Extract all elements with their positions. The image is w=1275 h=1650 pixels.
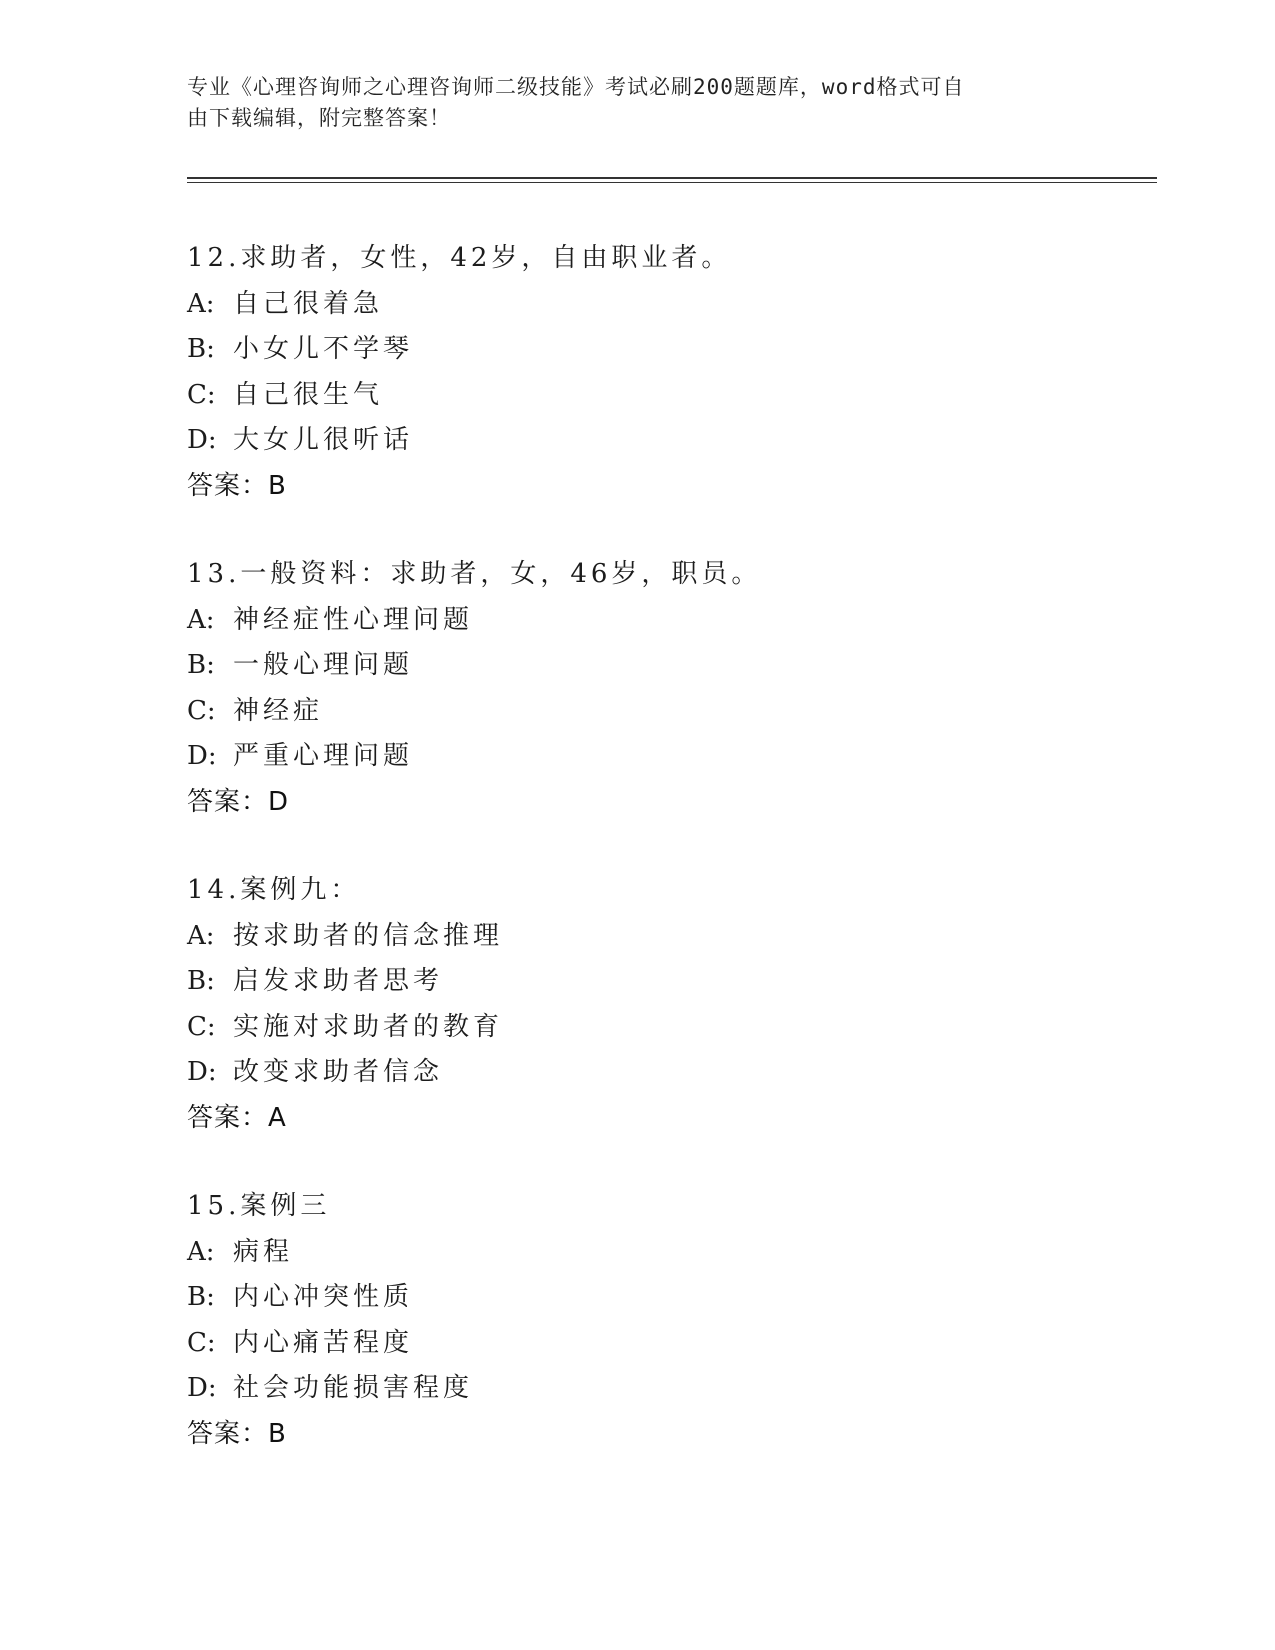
option-b <box>187 643 1137 689</box>
header-divider-top <box>187 177 1157 179</box>
option-text: 按求助者的信念推理 <box>233 920 504 951</box>
question-stem: 14.案例九： <box>187 875 361 905</box>
option-letter: D: <box>187 1057 217 1087</box>
document-header <box>187 72 1067 134</box>
option-a <box>187 282 1137 328</box>
option-letter: A: <box>187 604 215 635</box>
option-letter: A: <box>187 288 215 319</box>
option-text: 启发求助者思考 <box>233 966 444 996</box>
option-text: 社会功能损害程度 <box>233 1373 474 1403</box>
question-stem: 12.求助者，女性，42岁，自由职业者。 <box>187 243 732 273</box>
question-12 <box>187 236 1137 509</box>
option-letter: B: <box>187 650 215 680</box>
option-letter: C: <box>187 695 216 726</box>
option-text: 神经症性心理问题 <box>233 604 474 635</box>
option-a <box>187 1230 1137 1276</box>
option-text: 严重心理问题 <box>233 741 414 771</box>
option-c <box>187 373 1137 419</box>
option-letter: A: <box>187 920 215 951</box>
option-text: 神经症 <box>233 695 324 726</box>
option-b <box>187 1275 1137 1321</box>
answer-line: 答案：A <box>187 1102 287 1133</box>
header-line-2: 由下载编辑，附完整答案！ <box>187 106 451 130</box>
option-letter: B: <box>187 966 215 996</box>
option-text: 大女儿很听话 <box>233 425 414 455</box>
option-text: 病程 <box>233 1236 294 1267</box>
option-c <box>187 689 1137 735</box>
question-stem: 15.案例三 <box>187 1191 331 1221</box>
answer-line: 答案：B <box>187 1418 287 1449</box>
option-d <box>187 418 1137 464</box>
option-text: 一般心理问题 <box>233 650 414 680</box>
option-text: 改变求助者信念 <box>233 1057 444 1087</box>
option-c <box>187 1005 1137 1051</box>
option-d <box>187 734 1137 780</box>
option-text: 内心冲突性质 <box>233 1282 414 1312</box>
option-letter: C: <box>187 1327 216 1358</box>
answer-line: 答案：B <box>187 470 287 501</box>
answer-line: 答案：D <box>187 786 290 817</box>
option-letter: B: <box>187 334 215 364</box>
option-b <box>187 959 1137 1005</box>
header-divider-bottom <box>187 182 1157 183</box>
option-d <box>187 1050 1137 1096</box>
option-letter: B: <box>187 1282 215 1312</box>
option-letter: D: <box>187 1373 217 1403</box>
question-list <box>187 236 1137 1500</box>
question-stem: 13.一般资料：求助者，女，46岁，职员。 <box>187 559 762 589</box>
option-d <box>187 1366 1137 1412</box>
option-a <box>187 914 1137 960</box>
option-text: 小女儿不学琴 <box>233 334 414 364</box>
option-text: 自己很生气 <box>233 379 384 410</box>
option-letter: D: <box>187 741 217 771</box>
option-letter: D: <box>187 425 217 455</box>
option-b <box>187 327 1137 373</box>
option-letter: A: <box>187 1236 215 1267</box>
option-c <box>187 1321 1137 1367</box>
option-letter: C: <box>187 1011 216 1042</box>
option-text: 自己很着急 <box>233 288 384 319</box>
header-line-1: 专业《心理咨询师之心理咨询师二级技能》考试必刷200题题库，word格式可自 <box>187 75 965 99</box>
option-letter: C: <box>187 379 216 410</box>
option-a <box>187 598 1137 644</box>
question-13 <box>187 552 1137 825</box>
option-text: 内心痛苦程度 <box>233 1327 414 1358</box>
question-14 <box>187 868 1137 1141</box>
option-text: 实施对求助者的教育 <box>233 1011 504 1042</box>
question-15 <box>187 1184 1137 1457</box>
